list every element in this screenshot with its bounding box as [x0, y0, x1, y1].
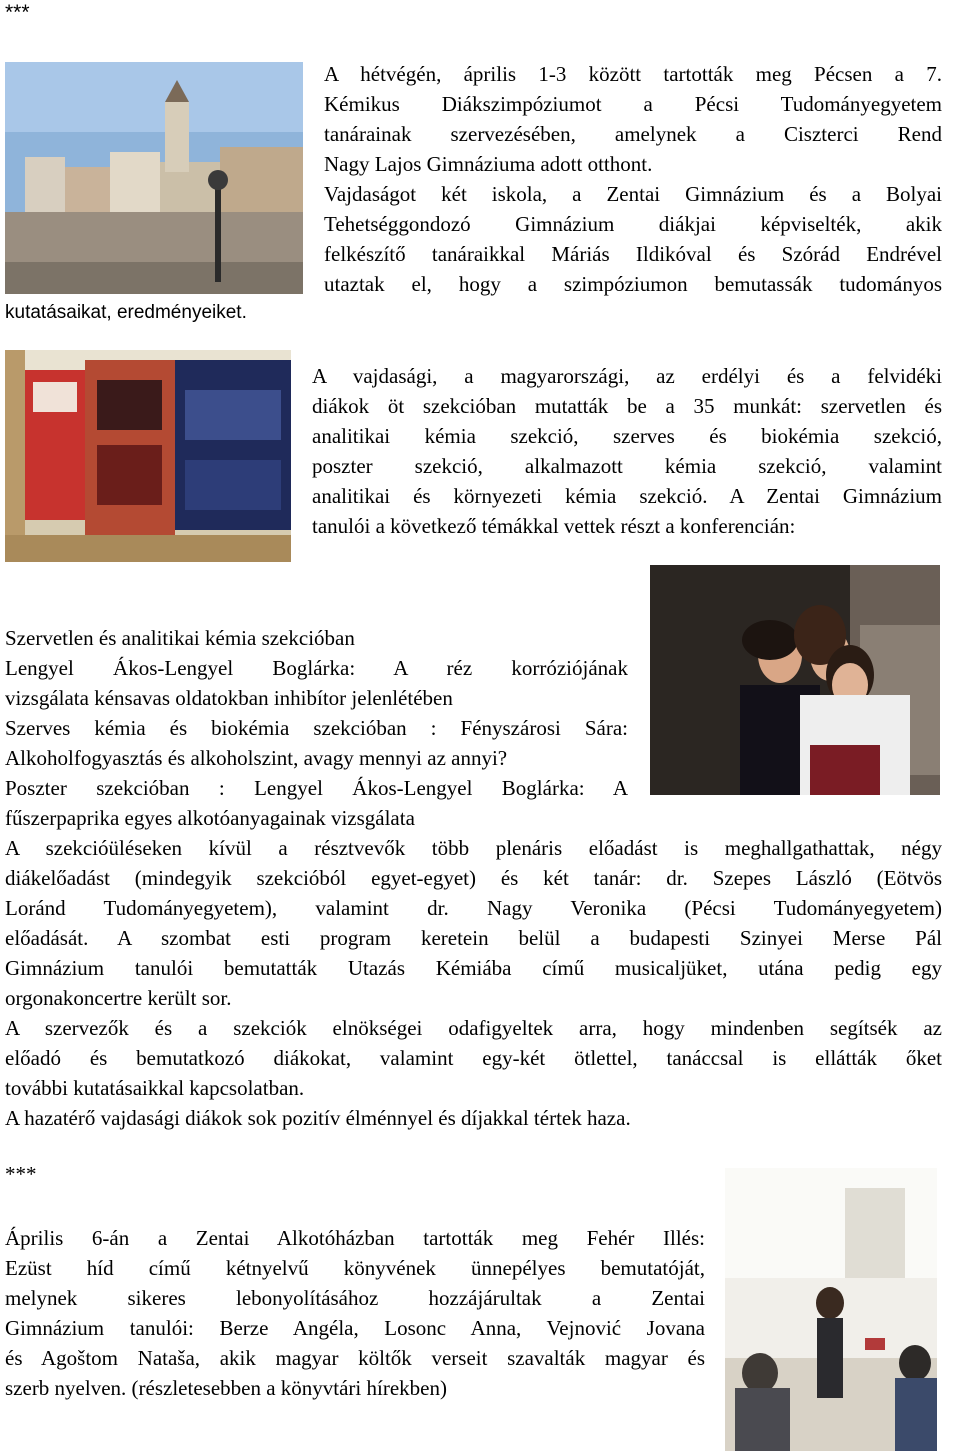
- paragraph6-line1: A hazatérő vajdasági diákok sok pozitív élménnyel és díjakkal tértek haza.: [5, 1106, 631, 1130]
- paragraph5-line1: A szervezők és a szekciók elnökségei odafigyeltek arra, hogy mindenben segítsék az: [5, 1016, 942, 1040]
- paragraph4-line2: diákelőadást (mindegyik szekcióból egyet-egyet) és két tanár: dr. Szepes László (Eötvös: [5, 866, 942, 890]
- paragraph4-line1: A szekcióüléseken kívül a résztvevők több plenáris előadást is meghallgathattak, négy: [5, 836, 942, 860]
- paragraph3-line3: vizsgálata kénsavas oldatokban inhibítor jelenlétében: [5, 686, 453, 710]
- paragraph7-line3: melynek sikeres lebonyolításához hozzájárultak a Zentai: [5, 1286, 705, 1310]
- paragraph3-line7: fűszerpaprika egyes alkotóanyagainak vizsgálata: [5, 806, 415, 830]
- paragraph2-line1: A vajdasági, a magyarországi, az erdélyi és a felvidéki: [312, 364, 942, 388]
- paragraph4-line3: Loránd Tudományegyetem), valamint dr. Nagy Veronika (Pécsi Tudományegyetem): [5, 896, 942, 920]
- photo-pecs-square: [5, 62, 303, 294]
- paragraph5-line3: további kutatásaikkal kapcsolatban.: [5, 1076, 305, 1100]
- paragraph1-line2: Kémikus Diákszimpóziumot a Pécsi Tudományegyetem: [324, 92, 942, 116]
- paragraph1-line8: utaztak el, hogy a szimpóziumon bemutassák tudományos: [324, 272, 942, 296]
- paragraph2-line2: diákok öt szekcióban mutatták be a 35 munkát: szervetlen és: [312, 394, 942, 418]
- paragraph3-line1: Szervetlen és analitikai kémia szekcióban: [5, 626, 355, 650]
- paragraph4-line4: előadását. A szombat esti program keretein belül a budapesti Szinyei Merse Pál: [5, 926, 942, 950]
- paragraph1-line1: A hétvégén, április 1-3 között tartották meg Pécsen a 7.: [324, 62, 942, 86]
- paragraph7-line6: szerb nyelven. (részletesebben a könyvtári hírekben): [5, 1376, 447, 1400]
- paragraph7-line5: és Agoštom Nataša, akik magyar költők verseit szavalták magyar és: [5, 1346, 705, 1370]
- paragraph4-line6: orgonakoncertre került sor.: [5, 986, 232, 1010]
- photo-book-launch: [725, 1168, 937, 1451]
- paragraph7-line1: Április 6-án a Zentai Alkotóházban tartották meg Fehér Illés:: [5, 1226, 705, 1250]
- paragraph2-line3: analitikai kémia szekció, szerves és biokémia szekció,: [312, 424, 942, 448]
- paragraph7-line4: Gimnázium tanulói: Berze Angéla, Losonc Anna, Vejnović Jovana: [5, 1316, 705, 1340]
- paragraph3-line2: Lengyel Ákos-Lengyel Boglárka: A réz korróziójának: [5, 656, 628, 680]
- separator-top: ***: [5, 1, 30, 24]
- paragraph1-line7: felkészítő tanáraikkal Máriás Ildikóval és Szórád Endrével: [324, 242, 942, 266]
- paragraph2-line6: tanulói a következő témákkal vettek részt a konferencián:: [312, 514, 796, 538]
- paragraph3-line6: Poszter szekcióban : Lengyel Ákos-Lengyel Boglárka: A: [5, 776, 628, 800]
- paragraph4-line5: Gimnázium tanulói bemutatták Utazás Kémiába című musicaljüket, utána pedig egy: [5, 956, 942, 980]
- paragraph3-line5: Alkoholfogyasztás és alkoholszint, avagy mennyi az annyi?: [5, 746, 508, 770]
- photo-poster-exhibit: [5, 350, 291, 562]
- paragraph1-line6: Tehetséggondozó Gimnázium diákjai képviselték, akik: [324, 212, 942, 236]
- paragraph5-line2: előadó és bemutatkozó diákokat, valamint egy-két ötlettel, tanáccsal is ellátták őket: [5, 1046, 942, 1070]
- paragraph1-line9: kutatásaikat, eredményeiket.: [5, 302, 247, 323]
- photo-students: [650, 565, 940, 795]
- paragraph1-line3: tanárainak szervezésében, amelynek a Ciszterci Rend: [324, 122, 942, 146]
- paragraph3-line4: Szerves kémia és biokémia szekcióban : Fényszárosi Sára:: [5, 716, 628, 740]
- paragraph2-line4: poszter szekció, alkalmazott kémia szekció, valamint: [312, 454, 942, 478]
- paragraph7-line2: Ezüst híd című kétnyelvű könyvének ünnepélyes bemutatóját,: [5, 1256, 705, 1280]
- paragraph1-line5: Vajdaságot két iskola, a Zentai Gimnázium és a Bolyai: [324, 182, 942, 206]
- separator-bottom: ***: [5, 1162, 37, 1186]
- paragraph2-line5: analitikai és környezeti kémia szekció. A Zentai Gimnázium: [312, 484, 942, 508]
- paragraph1-line4: Nagy Lajos Gimnáziuma adott otthont.: [324, 152, 653, 176]
